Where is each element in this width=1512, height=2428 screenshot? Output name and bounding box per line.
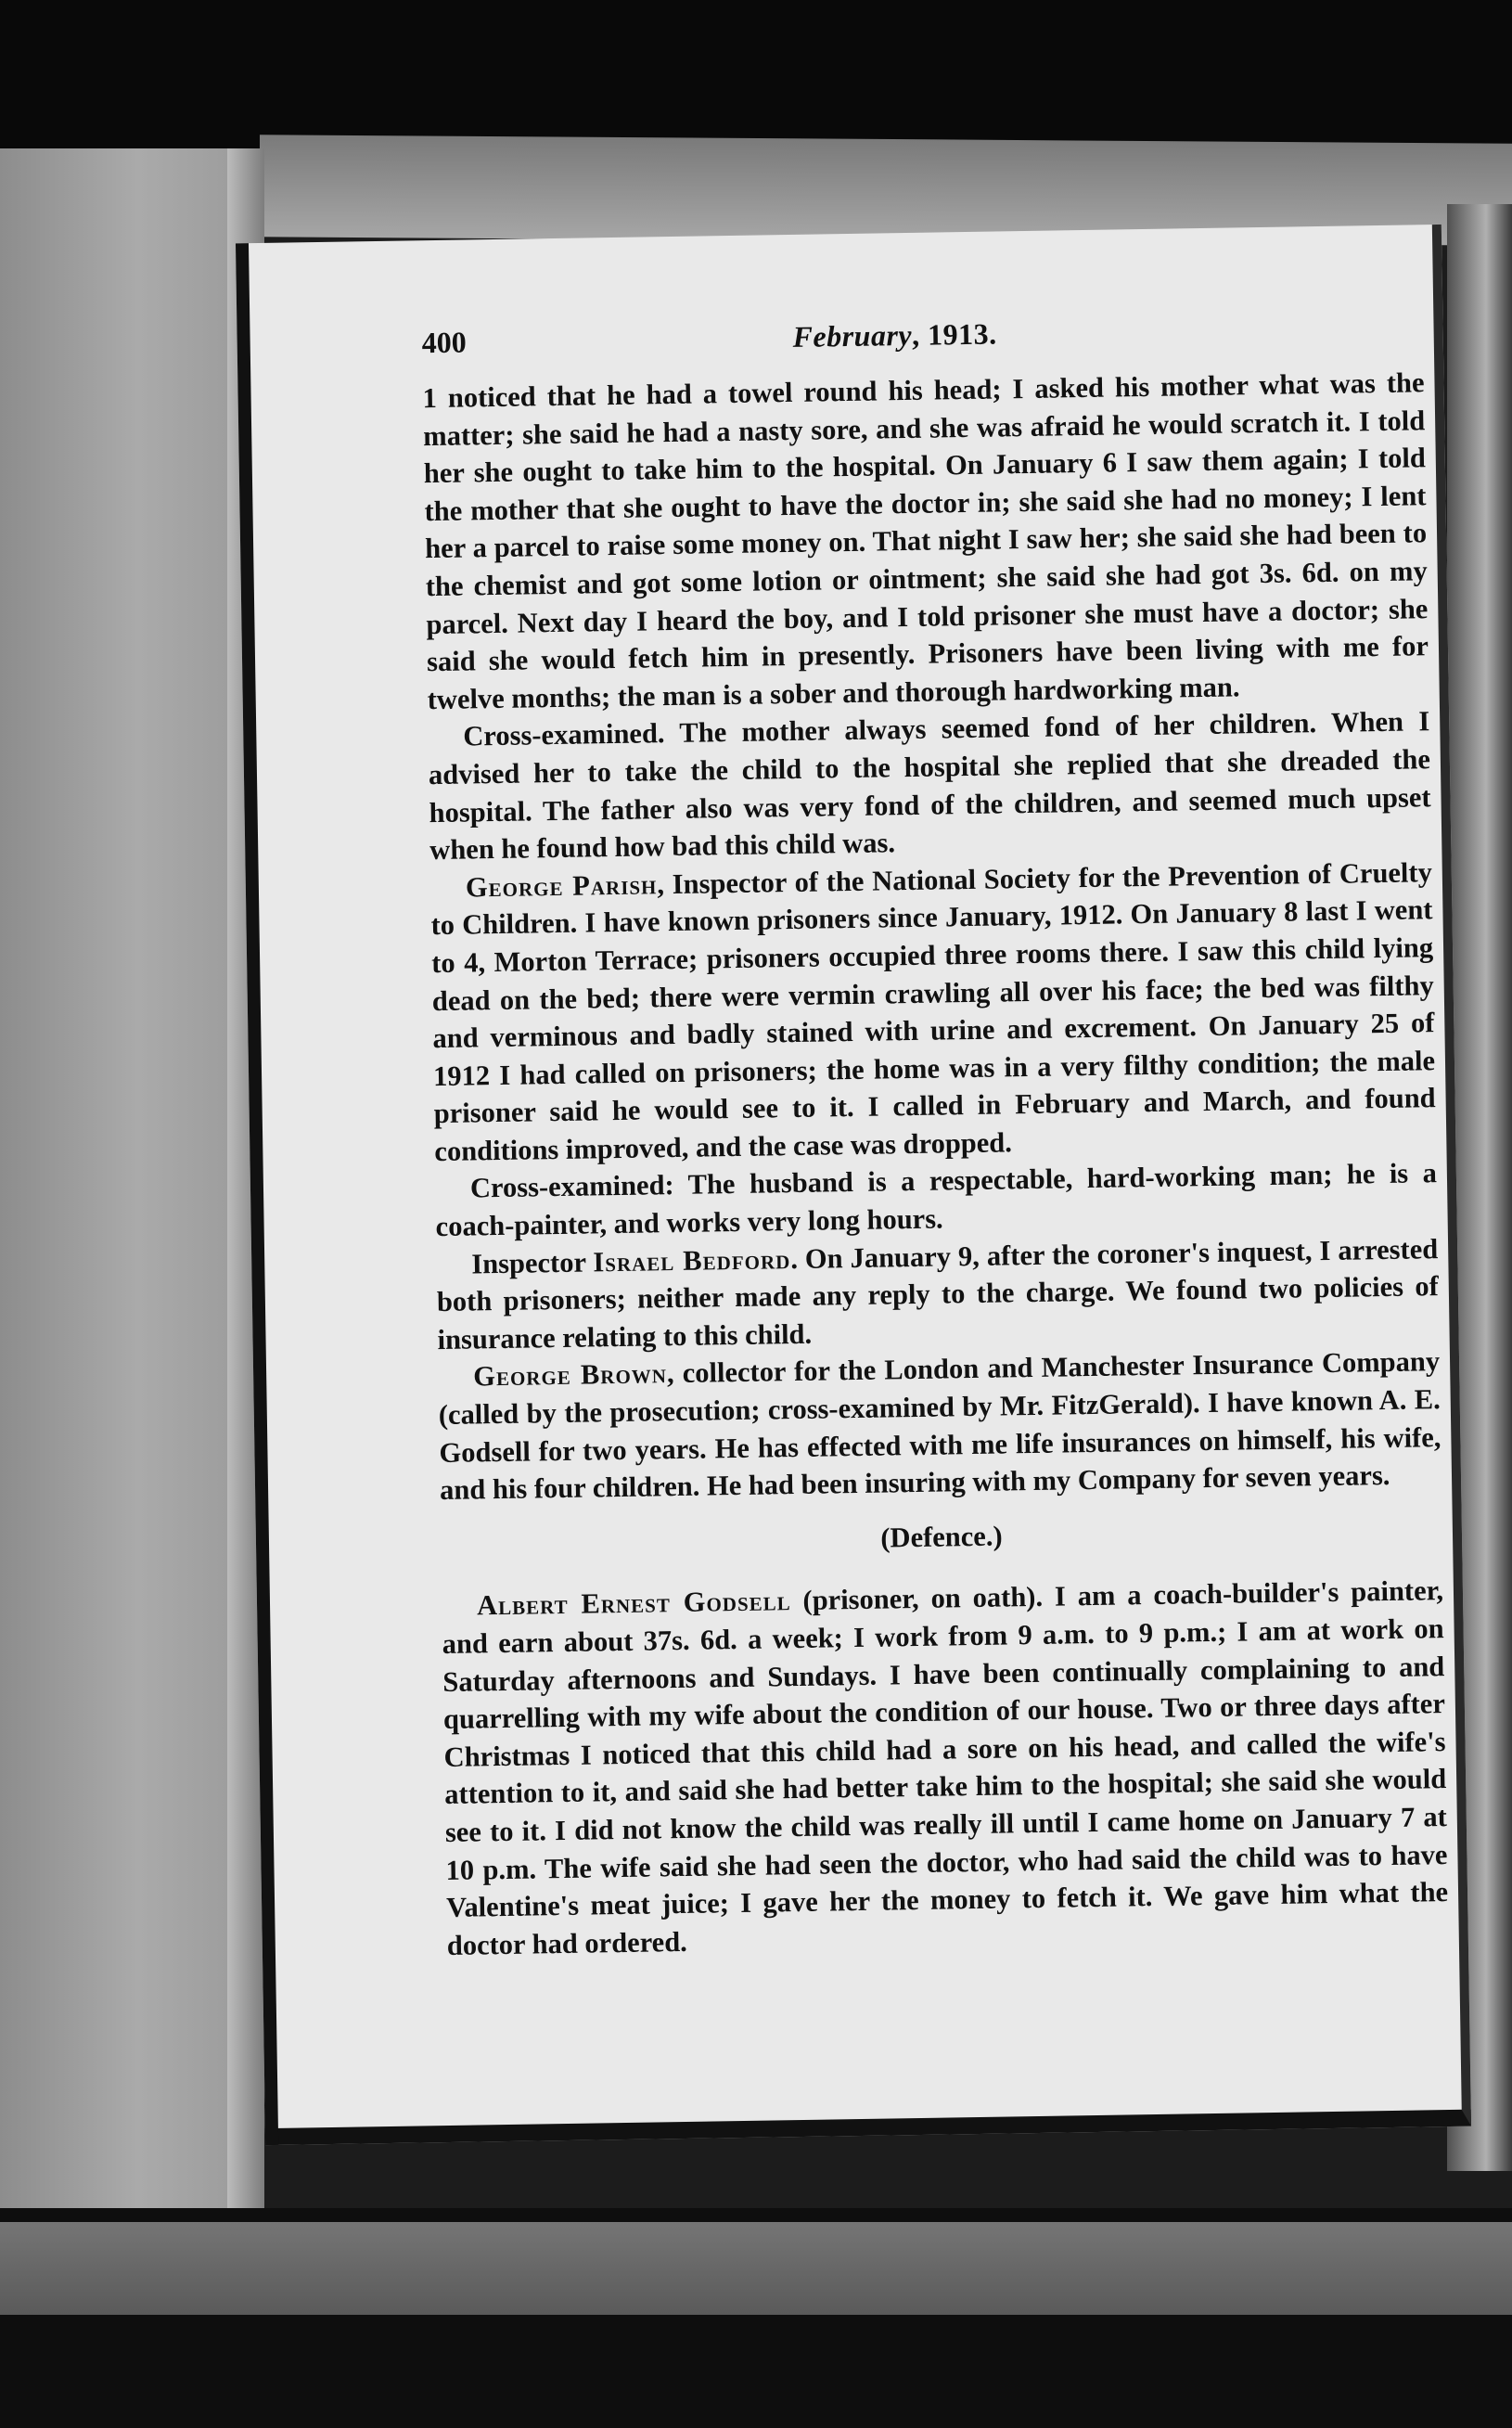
witness-name: Israel Bedford [593,1242,791,1278]
witness-prefix: Inspector [471,1246,594,1280]
paragraph-text: (prisoner, on oath). I am a coach-builder's painter, and earn about 37s. 6d. a week; I work from 9 a.m. to 9 p.m.; I am at work on Saturday afternoons and Sundays. I have been continually complaining to and quarrelling with my wife about the condition of our house. Two or three days after Christmas I noticed that this child had a sore on his head, and called the wife's attention to it, and said she had better take him to the hospital; she said she would see to it. I did not know the child was really ill until I came home on January 7 at 10 p.m. The wife said she had seen the doctor, who had said the child was to have Valentine's meat juice; I gave her the money to fetch it. We gave him what the doctor had ordered. [442,1574,1449,1961]
paragraph-text: , Inspector of the National Society for the Prevention of Cruelty to Children. I have known prisoners since January, 1912. On January 8 last I went to 4, Morton Terrace; prisoners occupied three rooms there. I saw this child lying dead on the bed; there were vermin crawling all over his face; the bed was filthy and verminous and badly stained with urine and excrement. On January 25 of 1912 I had called on prisoners; the home was in a very filthy condition; the male prisoner said he would see to it. I called in February and March, and found conditions improved, and the case was dropped. [430,855,1436,1167]
paragraph-george-parish [430,854,1437,1171]
witness-name: George Brown [472,1357,668,1393]
paragraph-israel-bedford [436,1230,1440,1359]
witness-name: Albert Ernest Godsell [476,1585,791,1622]
left-facing-page [0,148,250,2227]
paragraph-text: , collector for the London and Manchester Insurance Company (called by the prosecution; cross-examined by Mr. FitzGerald). I have known A. E. Godsell for two years. He has effected with me life insurances on himself, his wife, and his four children. He had been insuring with my Company for seven years. [438,1345,1442,1507]
paragraph-witness-testimony: 1 noticed that he had a towel round his head; I asked his mother what was the matter; she said he had a nasty sore, and she was afraid he would scratch it. I told her she ought to take him to the hospital. On January 6 I saw them again; I told the mother that she ought to have the doctor in; she said she had no money; I lent her a parcel to raise some money on. That night I saw her; she said she had been to the chemist and got some lotion or ointment; she said she had got 3s. 6d. on my parcel. Next day I heard the boy, and I told prisoner she must have a doctor; she said she would fetch him in presently. Prisoners have been living with me for twelve months; the man is a sober and thorough hardworking man. [422,366,1429,715]
book-page [236,225,1471,2145]
paragraph-george-brown [438,1343,1442,1509]
paragraph-text: . On January 9, after the coroner's inquest, I arrested both prisoners; neither made any reply to the charge. We found two policies of insurance relating to this child. [436,1232,1440,1355]
paragraph-cross-examined-2: Cross-examined: The husband is a respectable, hard-working man; he is a coach-painter, and works very long hours. [435,1157,1438,1243]
top-dark-band [0,0,1512,148]
running-head [421,308,1424,370]
bottom-book-edge [0,2222,1512,2315]
witness-name: George Parish [465,868,658,904]
section-heading: (Defence.) [880,1520,1003,1554]
paragraph-albert-godsell [442,1572,1449,1964]
page-number: 400 [421,325,467,360]
header-year: , 1913. [911,316,997,352]
header-date [792,315,997,355]
paragraph-cross-examined-1: Cross-examined. The mother always seemed fond of her children. When I advised her to take the child to the hospital she replied that she dreaded the hospital. The father also was very fond of the children, and seemed much upset when he found how bad this child was. [428,705,1431,867]
header-month: February [792,317,913,353]
page-text-block [421,308,1449,1964]
